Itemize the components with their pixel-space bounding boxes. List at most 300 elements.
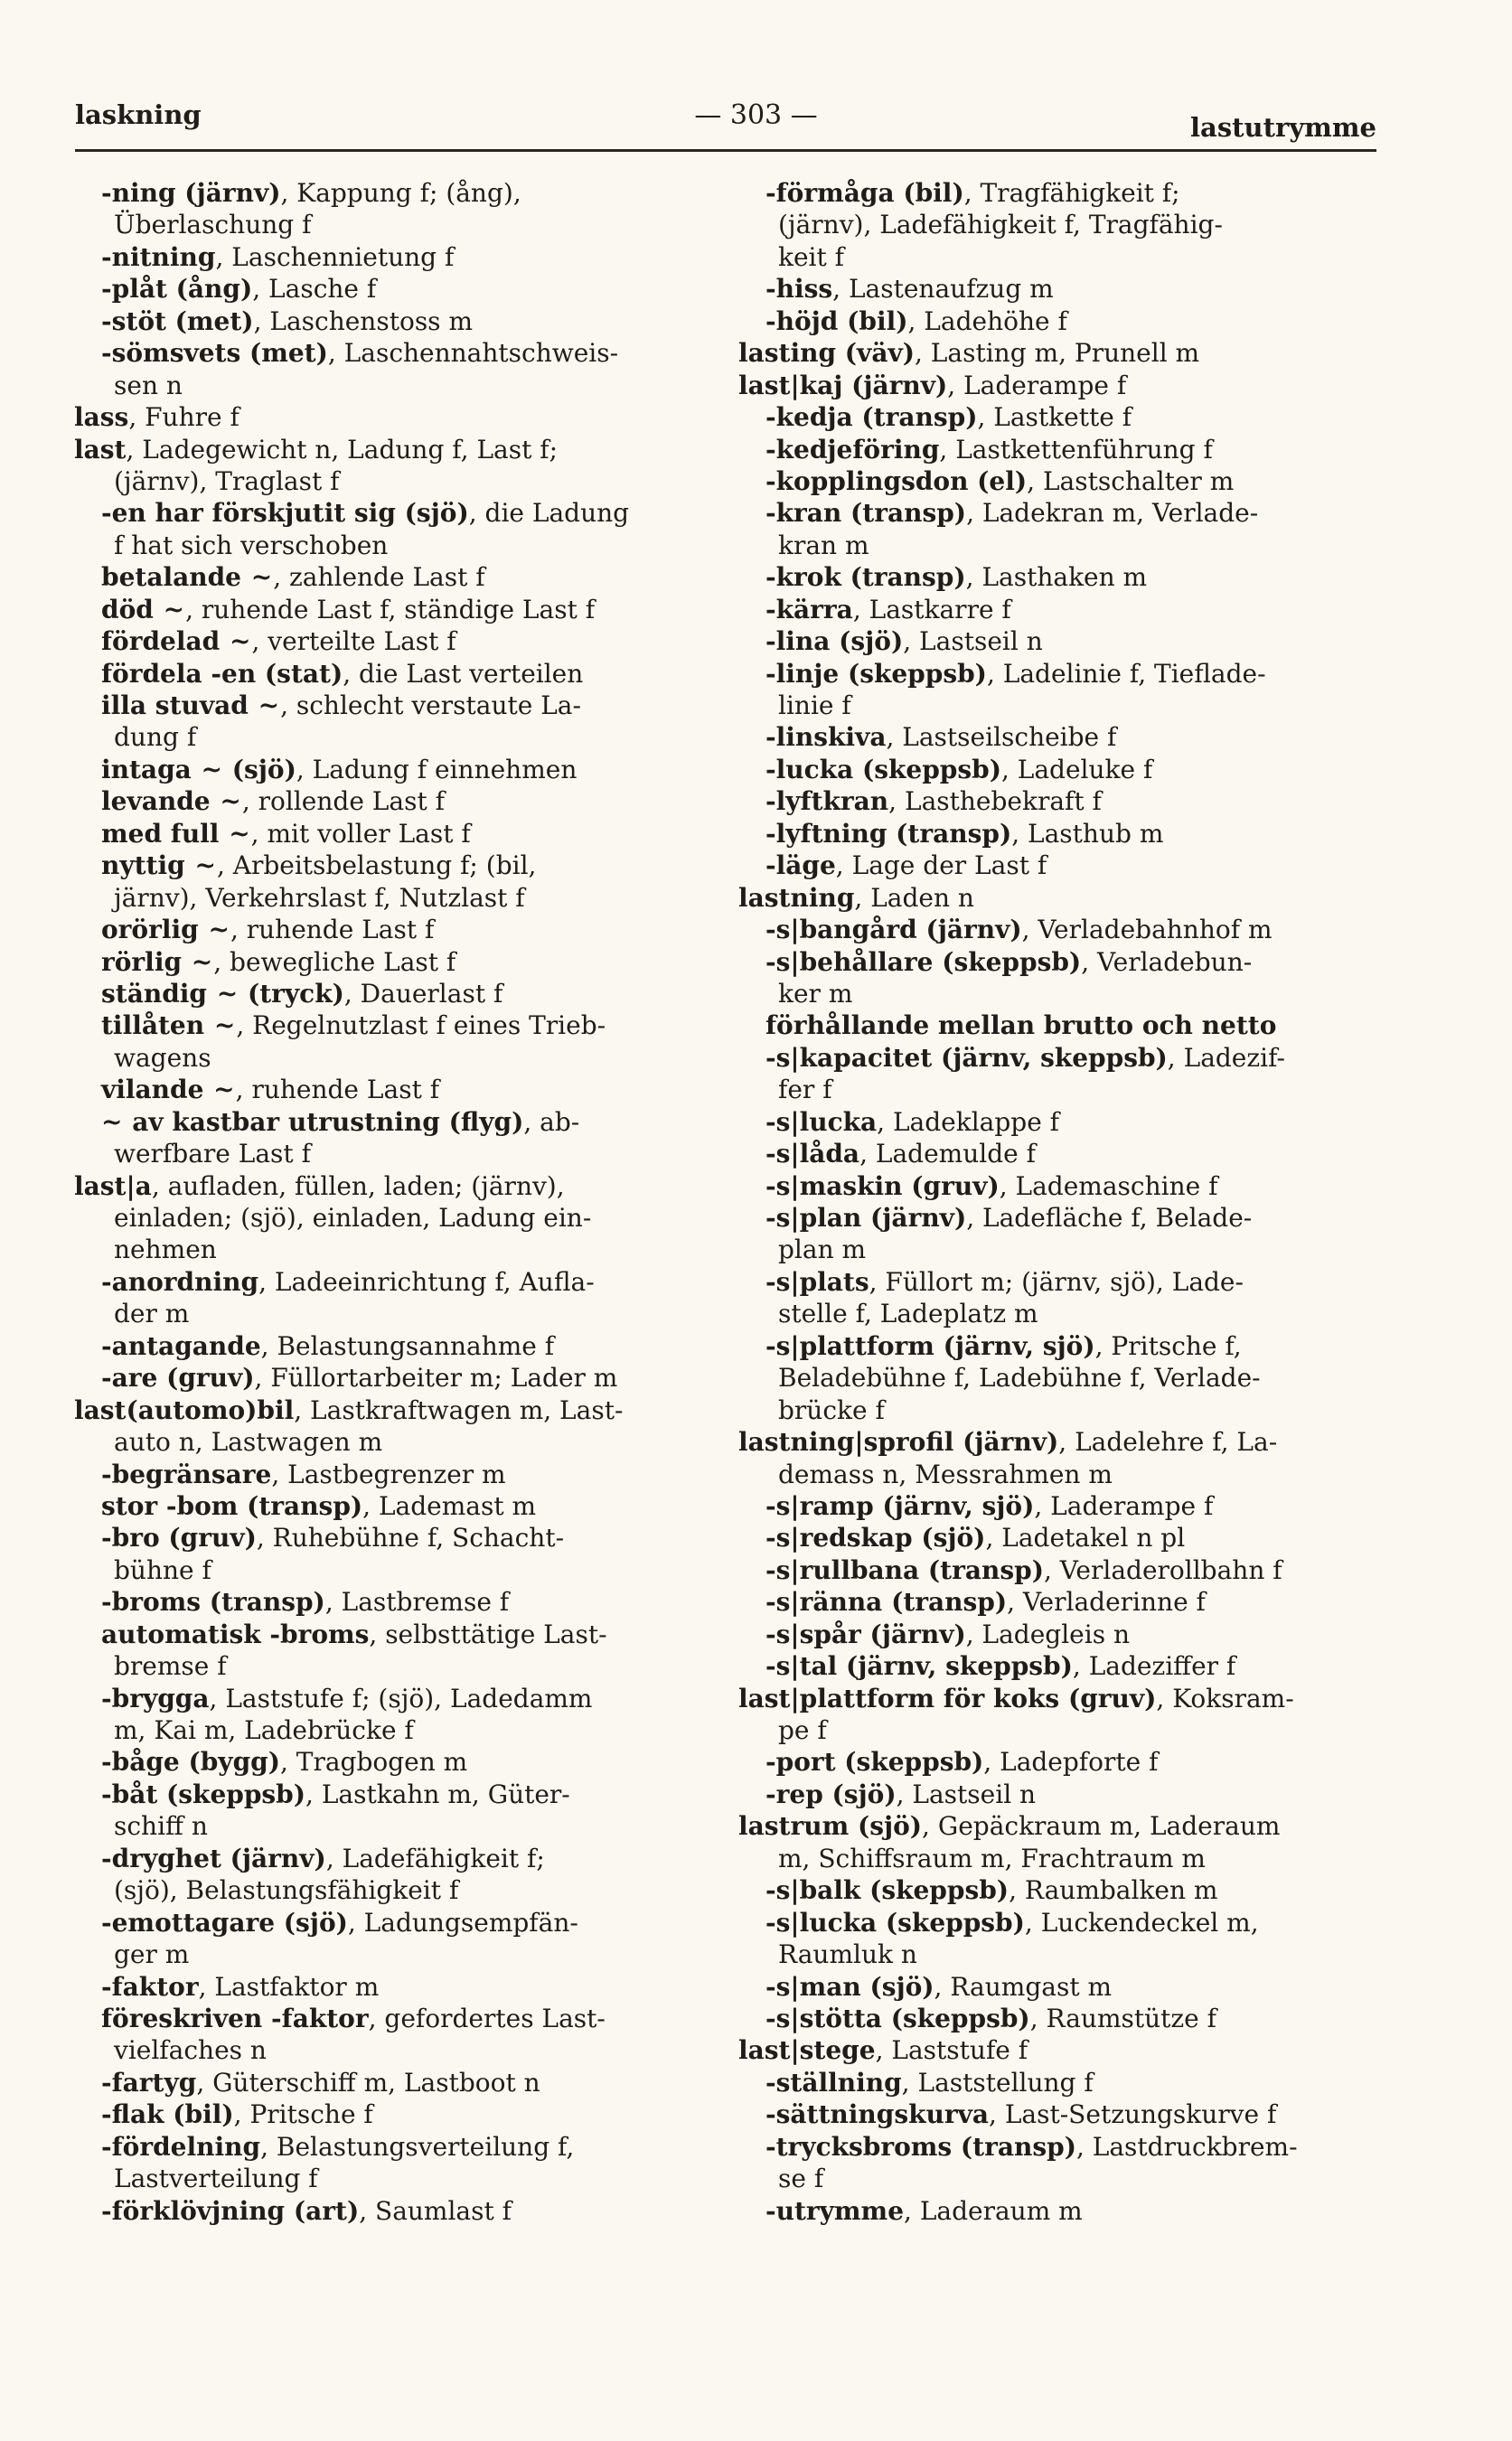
entry-line <box>63 1009 714 1041</box>
entry-line <box>728 754 1387 785</box>
entry-line <box>728 1042 1387 1074</box>
entry-text: nehmen <box>114 1235 217 1265</box>
entry-text: keit f <box>778 241 845 272</box>
domain-label: (skeppsb) <box>933 946 1082 977</box>
entry-text: , Verladebun- <box>1081 946 1253 977</box>
entry-text: stelle f, Ladeplatz m <box>778 1299 1038 1329</box>
entry-headword: -s|balk <box>765 1875 861 1906</box>
entry-text: , bewegliche Last f <box>213 946 456 977</box>
entry-line <box>63 1394 714 1426</box>
entry-line <box>63 1490 714 1522</box>
entry-text: werfbare Last f <box>114 1139 311 1169</box>
entry-text: , Ladetakel n pl <box>985 1523 1186 1554</box>
entry-headword: -nitning <box>101 241 216 272</box>
entry-headword: -s|låda <box>765 1139 860 1169</box>
entry-text: , Laschennietung f <box>215 241 455 272</box>
entry-line <box>63 1362 714 1394</box>
entry-line <box>728 1619 1387 1650</box>
domain-label: (sjö) <box>223 754 296 784</box>
entry-headword: -lucka <box>765 754 854 784</box>
entry-text: ger m <box>114 1939 190 1970</box>
entry-line <box>63 401 714 433</box>
entry-line <box>728 401 1387 433</box>
entry-text: , Lage der Last f <box>835 850 1047 881</box>
entry-line <box>728 1234 1387 1265</box>
domain-label: (el) <box>968 465 1028 496</box>
entry-text: , Laschenstoss m <box>253 305 474 336</box>
entry-line <box>63 2195 714 2227</box>
tilde-mark: ~ <box>220 626 252 657</box>
entry-headword: -fartyg <box>101 2067 197 2098</box>
entry-text: (järnv), Traglast f <box>114 465 340 496</box>
entry-text: se f <box>778 2164 824 2194</box>
entry-text: , die Last verteilen <box>343 658 584 689</box>
entry-headword: -bro <box>101 1523 160 1554</box>
entry-headword: -ställning <box>765 2067 902 2098</box>
entry-text: , Ladepforte f <box>983 1747 1159 1778</box>
domain-label: (stat) <box>256 658 343 689</box>
entry-headword: -s|bangård <box>765 915 917 945</box>
domain-label: (transp) <box>882 1587 1008 1618</box>
entry-text: wagens <box>114 1042 211 1073</box>
entry-headword: -flak <box>101 2099 164 2130</box>
domain-label: (sjö) <box>849 1811 923 1842</box>
entry-text: , Lademaschine f <box>999 1170 1218 1201</box>
entry-line <box>728 818 1387 850</box>
entry-line <box>728 2067 1387 2098</box>
entry-text: plan m <box>778 1235 867 1265</box>
domain-label: (transp) <box>841 562 966 593</box>
tilde-mark: ~ <box>203 1075 236 1105</box>
domain-label: (skeppsb) <box>157 1779 306 1809</box>
entry-headword: -kedja <box>765 402 853 433</box>
entry-line <box>63 1650 714 1682</box>
entry-headword: -sättningskurva <box>765 2099 990 2130</box>
entry-text: , Füllort m; (järnv, sjö), Lade- <box>869 1266 1244 1297</box>
entry-text: brücke f <box>778 1394 885 1425</box>
entry-headword: -förklövjning <box>101 2195 286 2226</box>
entry-text: , Lastseilscheibe f <box>886 722 1117 753</box>
entry-headword: -plåt <box>101 274 167 305</box>
entry-text: m, Schiffsraum m, Frachtraum m <box>778 1843 1206 1873</box>
entry-headword: lasting <box>738 338 837 369</box>
entry-line <box>63 1746 714 1778</box>
entry-line <box>728 561 1387 593</box>
entry-text: , Ladefähigkeit f; <box>325 1843 545 1873</box>
entry-text: , Lastbegrenzer m <box>271 1459 506 1489</box>
entry-text: , Laderampe f <box>947 370 1127 400</box>
entry-line <box>728 305 1387 337</box>
entry-text: , ruhende Last f <box>230 915 435 945</box>
domain-label: (järnv) <box>175 178 281 208</box>
entry-headword: orörlig <box>101 915 199 945</box>
entry-text: , Lastbremse f <box>324 1587 510 1618</box>
entry-text: , Raumgast m <box>934 1971 1113 2002</box>
entry-text: (järnv), Ladefähigkeit f, Tragfähig- <box>778 210 1223 240</box>
entry-headword: -s|rullbana <box>765 1554 920 1585</box>
entry-headword: last <box>74 434 127 465</box>
entry-headword: nyttig <box>101 850 185 881</box>
entry-headword: -s|plan <box>765 1203 862 1233</box>
entry-line <box>63 1907 714 1939</box>
entry-text: , Kappung f; (ång), <box>280 178 521 208</box>
entry-line <box>728 658 1387 690</box>
entry-line <box>63 2163 714 2194</box>
entry-line <box>63 721 714 753</box>
domain-label: (järnv) <box>953 1427 1059 1458</box>
entry-line <box>63 1522 714 1554</box>
tilde-mark: ~ <box>241 562 274 593</box>
entry-line <box>63 690 714 721</box>
entry-headword: -utrymme <box>765 2195 905 2226</box>
entry-text: , Lastkarre f <box>852 594 1011 624</box>
entry-headword: -läge <box>765 850 836 881</box>
entry-line <box>728 1362 1387 1394</box>
entry-line <box>728 1650 1387 1682</box>
entry-headword: -krok <box>765 562 841 593</box>
entry-line <box>63 594 714 625</box>
domain-label: (väv) <box>836 338 915 369</box>
domain-label: (järnv, skeppsb) <box>837 1651 1073 1682</box>
domain-label: (skeppsb) <box>853 754 1001 784</box>
entry-text: , Ladelinie f, Tieflade- <box>986 658 1266 689</box>
entry-headword: betalande <box>101 562 241 593</box>
entry-text: , Ladelehre f, La- <box>1058 1427 1278 1458</box>
entry-text: , Laschennahtschweis- <box>327 338 619 369</box>
entry-text: ker m <box>778 978 853 1009</box>
entry-line <box>63 978 714 1009</box>
tilde-mark: ~ <box>182 946 214 977</box>
domain-label: (järnv) <box>861 1203 967 1233</box>
entry-headword: -s|behållare <box>765 946 934 977</box>
entry-line <box>63 1714 714 1746</box>
entry-headword: -s|ramp <box>765 1490 874 1521</box>
entry-text: , zahlende Last f <box>273 562 485 593</box>
entry-line <box>728 1810 1387 1842</box>
entry-headword: -faktor <box>101 1971 199 2002</box>
entry-text: , die Ladung <box>468 498 630 529</box>
entry-line <box>63 530 714 561</box>
entry-line <box>728 1874 1387 1906</box>
entry-headword: lastning <box>738 882 855 913</box>
entry-headword: -lina <box>765 626 831 657</box>
entry-line <box>63 658 714 690</box>
entry-headword: -s|tal <box>765 1651 838 1682</box>
domain-label: (sjö) <box>395 498 469 529</box>
entry-line <box>63 209 714 240</box>
entry-line <box>728 530 1387 561</box>
entry-headword: fördela -en <box>101 658 257 689</box>
domain-label: (järnv) <box>916 915 1022 945</box>
domain-label: (transp) <box>919 1554 1044 1585</box>
entry-line <box>728 1746 1387 1778</box>
entry-text: , Ladegleis n <box>965 1619 1131 1649</box>
domain-label: (sjö) <box>830 626 904 657</box>
entry-line <box>728 1459 1387 1490</box>
domain-label: (skeppsb) <box>835 1747 984 1778</box>
entry-headword: -s|ränna <box>765 1587 883 1618</box>
entry-text: , mit voller Last f <box>250 818 471 849</box>
entry-headword: -höjd <box>765 305 839 336</box>
entry-line <box>728 594 1387 625</box>
entry-headword: ständig <box>101 978 207 1009</box>
header-first-entry: laskning <box>75 99 202 130</box>
right-column <box>728 177 1387 2227</box>
entry-line <box>63 1554 714 1586</box>
entry-text: Lastverteilung f <box>114 2164 318 2194</box>
entry-headword: av kastbar utrustning <box>123 1106 440 1137</box>
entry-line <box>63 850 714 881</box>
entry-text: , Saumlast f <box>359 2195 512 2226</box>
entry-line <box>728 1554 1387 1586</box>
domain-label: (gruv) <box>159 1523 257 1554</box>
entry-line <box>728 1971 1387 2003</box>
entry-line <box>63 561 714 593</box>
entry-line <box>63 177 714 209</box>
entry-text: linie f <box>778 690 851 720</box>
entry-headword: -linskiva <box>765 722 887 753</box>
entry-headword: last|a <box>74 1170 152 1201</box>
entry-text: , Regelnutzlast f eines Trieb- <box>236 1010 606 1041</box>
domain-label: (järnv) <box>221 1843 326 1873</box>
entry-headword: -ning <box>101 178 176 208</box>
tilde-mark: ~ <box>210 786 242 817</box>
entry-text: , Lademulde f <box>859 1139 1036 1169</box>
entry-text: , Pritsche f <box>233 2099 373 2130</box>
tilde-mark: ~ <box>207 978 239 1009</box>
domain-label: (sjö) <box>275 1907 348 1938</box>
entry-text: , ruhende Last f, ständige Last f <box>185 594 596 624</box>
domain-label: (järnv) <box>842 370 948 400</box>
entry-line <box>728 882 1387 914</box>
entry-line <box>63 785 714 817</box>
entry-text: , Ladegewicht n, Ladung f, Last f; <box>126 434 559 465</box>
entry-line <box>728 1426 1387 1458</box>
entry-line <box>63 914 714 945</box>
entry-headword: -are <box>101 1363 158 1394</box>
entry-line <box>728 1394 1387 1426</box>
entry-line <box>728 1074 1387 1105</box>
entry-headword: -begränsare <box>101 1459 272 1489</box>
entry-text: , Lastkettenführung f <box>939 434 1213 465</box>
domain-label: (järnv, skeppsb) <box>932 1042 1168 1073</box>
entry-line <box>63 1843 714 1874</box>
entry-line <box>63 2067 714 2098</box>
entry-headword: fördelad <box>101 626 221 657</box>
entry-headword: -s|maskin <box>765 1170 903 1201</box>
entry-headword: lastning|sprofil <box>738 1427 954 1458</box>
entry-headword: -stöt <box>101 305 166 336</box>
entry-line <box>63 1810 714 1842</box>
domain-label: (skeppsb) <box>877 1907 1025 1938</box>
entry-text: , Lastseil n <box>896 1779 1037 1809</box>
entry-headword: illa stuvad <box>101 690 249 720</box>
entry-line <box>63 1202 714 1234</box>
entry-text: , Ladeeinrichtung f, Aufla- <box>258 1266 595 1297</box>
entry-headword: -emottagare <box>101 1907 276 1938</box>
page-header <box>0 99 1512 154</box>
entry-text: , Lasthebekraft f <box>888 786 1102 817</box>
tilde-mark: ~ <box>191 754 224 784</box>
entry-headword: -s|stötta <box>765 2003 882 2033</box>
entry-line <box>63 241 714 273</box>
entry-line <box>63 1042 714 1074</box>
domain-label: (bil) <box>164 2099 234 2130</box>
domain-label: (järnv) <box>860 1619 966 1649</box>
entry-line <box>728 2034 1387 2066</box>
entry-headword: -broms <box>101 1587 202 1618</box>
entry-line <box>728 1843 1387 1874</box>
entry-line <box>728 2003 1387 2034</box>
entry-line <box>63 1586 714 1618</box>
entry-line <box>63 2034 714 2066</box>
entry-text: , Fuhre f <box>128 402 239 433</box>
entry-text: , Belastungsannahme f <box>260 1330 555 1361</box>
entry-text: , Laststellung f <box>901 2067 1094 2098</box>
entry-text: , Lastenaufzug m <box>832 274 1054 305</box>
entry-line <box>63 305 714 337</box>
entry-text: sen n <box>114 370 183 400</box>
entry-headword: -brygga <box>101 1683 210 1713</box>
entry-headword: -dryghet <box>101 1843 221 1873</box>
domain-label: (gruv) <box>157 1363 255 1394</box>
entry-line <box>728 1522 1387 1554</box>
entry-headword: levande <box>101 786 211 817</box>
entry-text: , Ladeklappe f <box>877 1106 1060 1137</box>
entry-line <box>728 1106 1387 1138</box>
entry-line <box>728 1939 1387 1970</box>
entry-text: demass n, Messrahmen m <box>778 1459 1113 1489</box>
entry-headword: -båt <box>101 1779 158 1809</box>
entry-text: (sjö), Belastungsfähigkeit f <box>114 1875 459 1906</box>
entry-line <box>728 914 1387 945</box>
entry-text: , ruhende Last f <box>235 1075 440 1105</box>
entry-text: schiff n <box>114 1811 208 1842</box>
entry-text: , Raumbalken m <box>1009 1875 1218 1906</box>
entry-headword: stor -bom <box>101 1490 239 1521</box>
entry-headword: -s|plats <box>765 1266 869 1297</box>
entry-text: , Laststufe f <box>875 2035 1028 2066</box>
entry-text: auto n, Lastwagen m <box>114 1427 383 1458</box>
entry-headword: last(automo)bil <box>74 1394 295 1425</box>
entry-line <box>63 1971 714 2003</box>
domain-label: (transp) <box>952 2131 1076 2162</box>
entry-line <box>63 625 714 657</box>
domain-label: (flyg) <box>439 1106 524 1137</box>
entry-line <box>728 1009 1387 1041</box>
entry-headword: -anordning <box>101 1266 259 1297</box>
entry-headword: -fördelning <box>101 2131 261 2162</box>
entry-line <box>728 497 1387 529</box>
entry-text: , Lasche f <box>252 274 377 305</box>
entry-line <box>728 209 1387 240</box>
domain-label: (sjö) <box>912 1523 986 1554</box>
entry-line <box>728 2131 1387 2163</box>
entry-headword: intaga <box>101 754 192 784</box>
entry-line <box>728 2098 1387 2130</box>
entry-headword: -kopplingsdon <box>765 465 969 496</box>
entry-line <box>728 370 1387 401</box>
entry-headword: lastrum <box>738 1811 850 1842</box>
entry-text: m, Kai m, Ladebrücke f <box>114 1715 414 1745</box>
domain-label: (transp) <box>201 1587 325 1618</box>
entry-text: , Verladerollbahn f <box>1043 1554 1282 1585</box>
entry-text: , Luckendeckel m, <box>1024 1907 1259 1938</box>
domain-label: (skeppsb) <box>860 1875 1010 1906</box>
entry-text: , Lastdruckbrem- <box>1075 2131 1298 2162</box>
domain-label: (met) <box>165 305 254 336</box>
entry-line <box>728 721 1387 753</box>
entry-line <box>728 1266 1387 1298</box>
entry-line <box>728 690 1387 721</box>
entry-line <box>63 497 714 529</box>
entry-text: , Lasthub m <box>1011 818 1164 849</box>
entry-line <box>728 1298 1387 1329</box>
entry-headword: -sömsvets <box>101 338 241 369</box>
entry-text: , Güterschiff m, Lastboot n <box>196 2067 540 2098</box>
entry-headword: förhållande mellan brutto och netto <box>765 1010 1277 1041</box>
entry-text: , Last-Setzungskurve f <box>989 2099 1277 2130</box>
domain-label: (bygg) <box>179 1747 280 1778</box>
entry-headword: -s|redskap <box>765 1523 913 1554</box>
entry-line <box>728 1138 1387 1169</box>
entry-headword: vilande <box>101 1075 204 1105</box>
entry-text: Raumluk n <box>778 1939 917 1970</box>
domain-label: (sjö) <box>822 1779 897 1809</box>
entry-text: bühne f <box>114 1554 211 1585</box>
entry-text: Überlaschung f <box>114 210 312 240</box>
entry-text: , Dauerlast f <box>343 978 503 1009</box>
entry-headword: last|kaj <box>738 370 843 400</box>
domain-label: (järnv, sjö) <box>873 1490 1035 1521</box>
entry-line <box>728 2163 1387 2194</box>
entry-text: dung f <box>114 722 197 753</box>
entry-line <box>728 273 1387 305</box>
entry-text: , Ladungsempfän- <box>347 1907 578 1938</box>
entry-text: , Lastkraftwagen m, Last- <box>294 1394 624 1425</box>
domain-label: (art) <box>285 2195 360 2226</box>
entry-text: bremse f <box>114 1651 227 1682</box>
tilde-mark: ~ <box>204 1010 237 1041</box>
tilde-mark: ~ <box>248 690 281 720</box>
entry-text: , Tragbogen m <box>279 1747 468 1778</box>
domain-label: (transp) <box>238 1490 363 1521</box>
entry-text: , Ladekran m, Verlade- <box>966 498 1259 529</box>
entry-line <box>63 1170 714 1202</box>
domain-label: (gruv) <box>902 1170 1000 1201</box>
tilde-mark: ~ <box>198 915 230 945</box>
entry-text: Beladebühne f, Ladebühne f, Verlade- <box>778 1363 1261 1394</box>
entry-text: , Koksram- <box>1156 1683 1294 1713</box>
entry-text: , Lastfaktor m <box>198 1971 380 2002</box>
entry-text: , Ladeluke f <box>1000 754 1153 784</box>
entry-text: kran m <box>778 530 869 560</box>
entry-line <box>63 1330 714 1362</box>
entry-headword: -s|man <box>765 1971 861 2002</box>
entry-text: , verteilte Last f <box>251 626 456 657</box>
domain-label: (transp) <box>852 402 978 433</box>
entry-headword: -kedjeföring <box>765 434 940 465</box>
entry-line <box>728 241 1387 273</box>
entry-text: , Laden n <box>854 882 974 913</box>
entry-text: , schlecht verstaute La- <box>280 690 581 720</box>
entry-line <box>728 2195 1387 2227</box>
entry-line <box>728 465 1387 497</box>
tilde-mark: ~ <box>184 850 217 881</box>
entry-text: f hat sich verschoben <box>114 530 389 560</box>
entry-text: järnv), Verkehrslast f, Nutzlast f <box>114 882 525 913</box>
entry-headword: -kran <box>765 498 842 529</box>
